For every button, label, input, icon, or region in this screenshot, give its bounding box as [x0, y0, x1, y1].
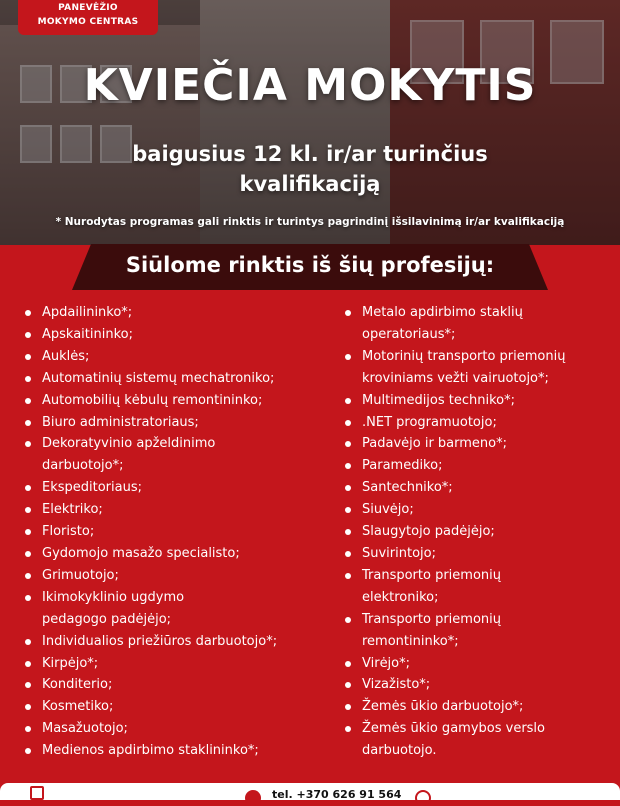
profession-item: Individualios priežiūros darbuotojo*;: [22, 631, 327, 653]
profession-item: Biuro administratoriaus;: [22, 412, 327, 434]
profession-item: Ikimokyklinio ugdymo pedagogo padėjėjo;: [22, 587, 327, 631]
subheadline-line-1: baigusius 12 kl. ir/ar turinčius: [132, 142, 488, 166]
profession-item: Motorinių transporto priemonių kroviniams vežti vairuotojo*;: [342, 346, 614, 390]
profession-item: Transporto priemonių elektroniko;: [342, 565, 614, 609]
profession-item: Paramediko;: [342, 455, 614, 477]
profession-item: Suvirintojo;: [342, 543, 614, 565]
logo: [18, 0, 158, 35]
profession-item: Automobilių kėbulų remontininko;: [22, 390, 327, 412]
profession-item: .NET programuotojo;: [342, 412, 614, 434]
subheadline-line-2: kvalifikaciją: [239, 172, 381, 196]
profession-item: Elektriko;: [22, 499, 327, 521]
profession-item: Floristo;: [22, 521, 327, 543]
profession-item: Siuvėjo;: [342, 499, 614, 521]
profession-item: Vizažisto*;: [342, 674, 614, 696]
profession-item: Konditerio;: [22, 674, 327, 696]
profession-item: Kirpėjo*;: [22, 653, 327, 675]
profession-item: Santechniko*;: [342, 477, 614, 499]
globe-icon[interactable]: [415, 790, 431, 806]
profession-item: Transporto priemonių remontininko*;: [342, 609, 614, 653]
profession-item: Gydomojo masažo specialisto;: [22, 543, 327, 565]
hero-photo: [0, 0, 620, 245]
professions-list-left: [22, 302, 327, 762]
profession-item: Slaugytojo padėjėjo;: [342, 521, 614, 543]
professions-list-right: [342, 302, 614, 762]
hero-overlay: [0, 0, 620, 245]
profession-item: Dekoratyvinio apželdinimo darbuotojo*;: [22, 433, 327, 477]
profession-item: Automatinių sistemų mechatroniko;: [22, 368, 327, 390]
profession-item: Masažuotojo;: [22, 718, 327, 740]
footer-phone[interactable]: tel. +370 626 91 564: [272, 788, 402, 801]
profession-item: Virėjo*;: [342, 653, 614, 675]
phone-icon: [245, 790, 261, 806]
logo-line-1: PANEVĖŽIO: [58, 3, 118, 13]
logo-line-2: MOKYMO CENTRAS: [37, 17, 139, 27]
building-icon: [30, 786, 44, 800]
profession-item: Apdailininko*;: [22, 302, 327, 324]
profession-item: Grimuotojo;: [22, 565, 327, 587]
profession-item: Apskaitininko;: [22, 324, 327, 346]
profession-item: Medienos apdirbimo staklininko*;: [22, 740, 327, 762]
profession-item: Auklės;: [22, 346, 327, 368]
profession-item: Žemės ūkio gamybos verslo darbuotojo.: [342, 718, 614, 762]
section-title: Siūlome rinktis iš šių profesijų:: [125, 253, 495, 277]
profession-item: Kosmetiko;: [22, 696, 327, 718]
profession-item: Padavėjo ir barmeno*;: [342, 433, 614, 455]
profession-item: Multimedijos techniko*;: [342, 390, 614, 412]
profession-item: Metalo apdirbimo staklių operatoriaus*;: [342, 302, 614, 346]
eligibility-note: * Nurodytas programas gali rinktis ir turintys pagrindinį išsilavinimą ir/ar kvalifikaciją: [55, 216, 565, 228]
profession-item: Žemės ūkio darbuotojo*;: [342, 696, 614, 718]
profession-item: Ekspeditoriaus;: [22, 477, 327, 499]
headline: KVIEČIA MOKYTIS: [83, 60, 537, 111]
